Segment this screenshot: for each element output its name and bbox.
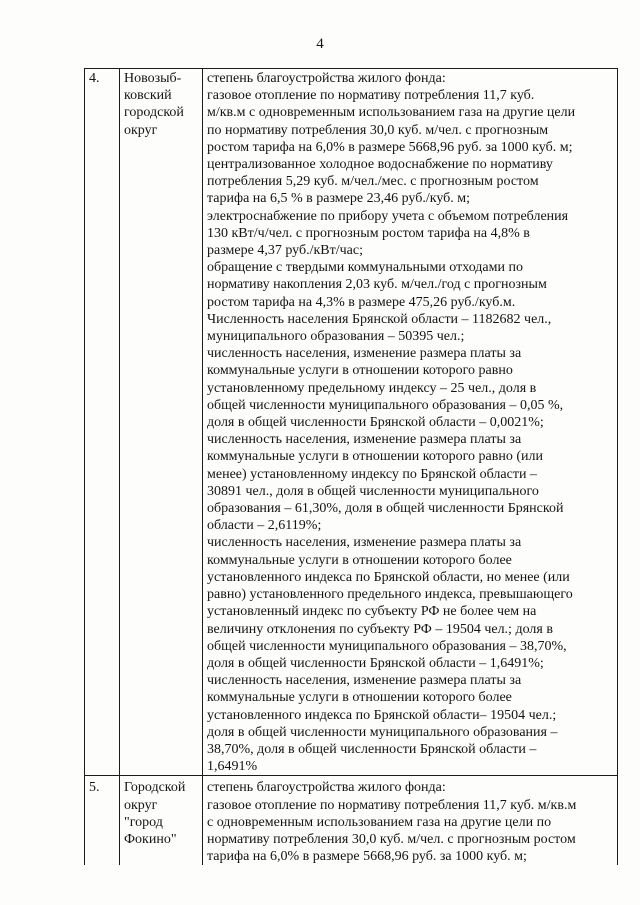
name-line: "город	[124, 814, 163, 830]
name-line: городской	[124, 105, 184, 121]
text-line: установленному предельному индексу – 25 чел., доля в	[207, 380, 537, 396]
text-line: доля в общей численности Брянской области – 0,0021%;	[207, 415, 544, 431]
description-cell	[203, 69, 618, 776]
text-line: тарифа на 6,5 % в размере 23,46 руб./куб. м;	[207, 191, 471, 207]
text-line: 30891 чел., доля в общей численности муниципального	[207, 483, 539, 499]
text-line: степень благоустройства жилого фонда:	[207, 71, 446, 86]
text-line: ростом тарифа на 4,3% в размере 475,26 руб./куб.м.	[207, 294, 516, 310]
text-line: степень благоустройства жилого фонда:	[207, 780, 446, 796]
text-line: м/кв.м с одновременным использованием газа на другие цели	[207, 105, 576, 121]
text-line: по нормативу потребления 30,0 куб. м/чел. с прогнозным	[207, 122, 549, 138]
text-line: численность населения, изменение размера платы за	[207, 432, 522, 448]
name-line: ковский	[124, 88, 172, 104]
text-line: коммунальные услуги в отношении которого равно (или	[207, 449, 543, 465]
municipality-name	[120, 69, 203, 776]
text-line: коммунальные услуги в отношении которого равно	[207, 363, 513, 379]
text-line: нормативу накопления 2,03 куб. м/чел./год с прогнозным	[207, 277, 547, 293]
text-line: потребления 5,29 куб. м/чел./мес. с прогнозным ростом	[207, 174, 539, 190]
table-row	[85, 776, 618, 866]
text-line: области – 2,6119%;	[207, 518, 322, 534]
description-cell	[203, 776, 618, 866]
text-line: 130 кВт/ч/чел. с прогнозным ростом тарифа на 4,8% в	[207, 225, 530, 241]
text-line: коммунальные услуги в отношении которого более	[207, 690, 512, 706]
text-line: менее) установленному индексу по Брянской области –	[207, 466, 537, 482]
text-line: Численность населения Брянской области – 1182682 чел.,	[207, 311, 552, 327]
text-line: доля в общей численности Брянской области – 1,6491%;	[207, 655, 544, 671]
name-line: округ	[124, 122, 158, 138]
text-line: установленного индекса по Брянской области, но менее (или	[207, 569, 570, 585]
page-number: 4	[316, 36, 324, 52]
text-line: муниципального образования – 50395 чел.;	[207, 329, 465, 345]
text-line: численность населения, изменение размера платы за	[207, 535, 522, 551]
table-row	[85, 69, 618, 776]
text-line: численность населения, изменение размера платы за	[207, 346, 522, 362]
text-line: электроснабжение по прибору учета с объемом потребления	[207, 208, 569, 224]
text-line: централизованное холодное водоснабжение по нормативу	[207, 157, 553, 173]
text-line: общей численности муниципального образования – 38,70%,	[207, 638, 567, 654]
text-line: величину отклонения по субъекту РФ – 19504 чел.; доля в	[207, 621, 553, 637]
text-line: тарифа на 6,0% в размере 5668,96 руб. за 1000 куб. м;	[207, 849, 527, 865]
name-line: Фокино"	[124, 831, 177, 847]
text-line: образования – 61,30%, доля в общей численности Брянской	[207, 501, 564, 517]
text-line: установленный индекс по субъекту РФ не более чем на	[207, 604, 537, 620]
text-line: 1,6491%	[207, 759, 258, 775]
text-line: обращение с твердыми коммунальными отходами по	[207, 260, 523, 276]
text-line: с одновременным использованием газа на другие цели по	[207, 814, 552, 830]
text-line: газовое отопление по нормативу потребления 11,7 куб. м/кв.м	[207, 797, 577, 813]
text-line: размере 4,37 руб./кВт/час;	[207, 243, 363, 259]
text-line: нормативу потребления 30,0 куб. м/чел. с прогнозным ростом	[207, 831, 576, 847]
name-line: Новозыб-	[124, 71, 182, 86]
text-line: 38,70%, доля в общей численности Брянской области –	[207, 741, 537, 757]
data-table	[84, 68, 618, 865]
text-line: ростом тарифа на 6,0% в размере 5668,96 руб. за 1000 куб. м;	[207, 139, 573, 155]
name-line: округ	[124, 797, 158, 813]
municipality-name	[120, 776, 203, 866]
row-number: 4.	[85, 69, 120, 776]
text-line: коммунальные услуги в отношении которого более	[207, 552, 512, 568]
text-line: газовое отопление по нормативу потребления 11,7 куб.	[207, 88, 535, 104]
text-line: равно) установленного предельного индекса, превышающего	[207, 587, 573, 603]
row-number: 5.	[85, 776, 120, 866]
text-line: доля в общей численности муниципального образования –	[207, 724, 558, 740]
name-line: Городской	[124, 780, 186, 796]
text-line: численность населения, изменение размера платы за	[207, 673, 522, 689]
text-line: общей численности муниципального образования – 0,05 %,	[207, 397, 564, 413]
text-line: установленного индекса по Брянской области– 19504 чел.;	[207, 707, 557, 723]
